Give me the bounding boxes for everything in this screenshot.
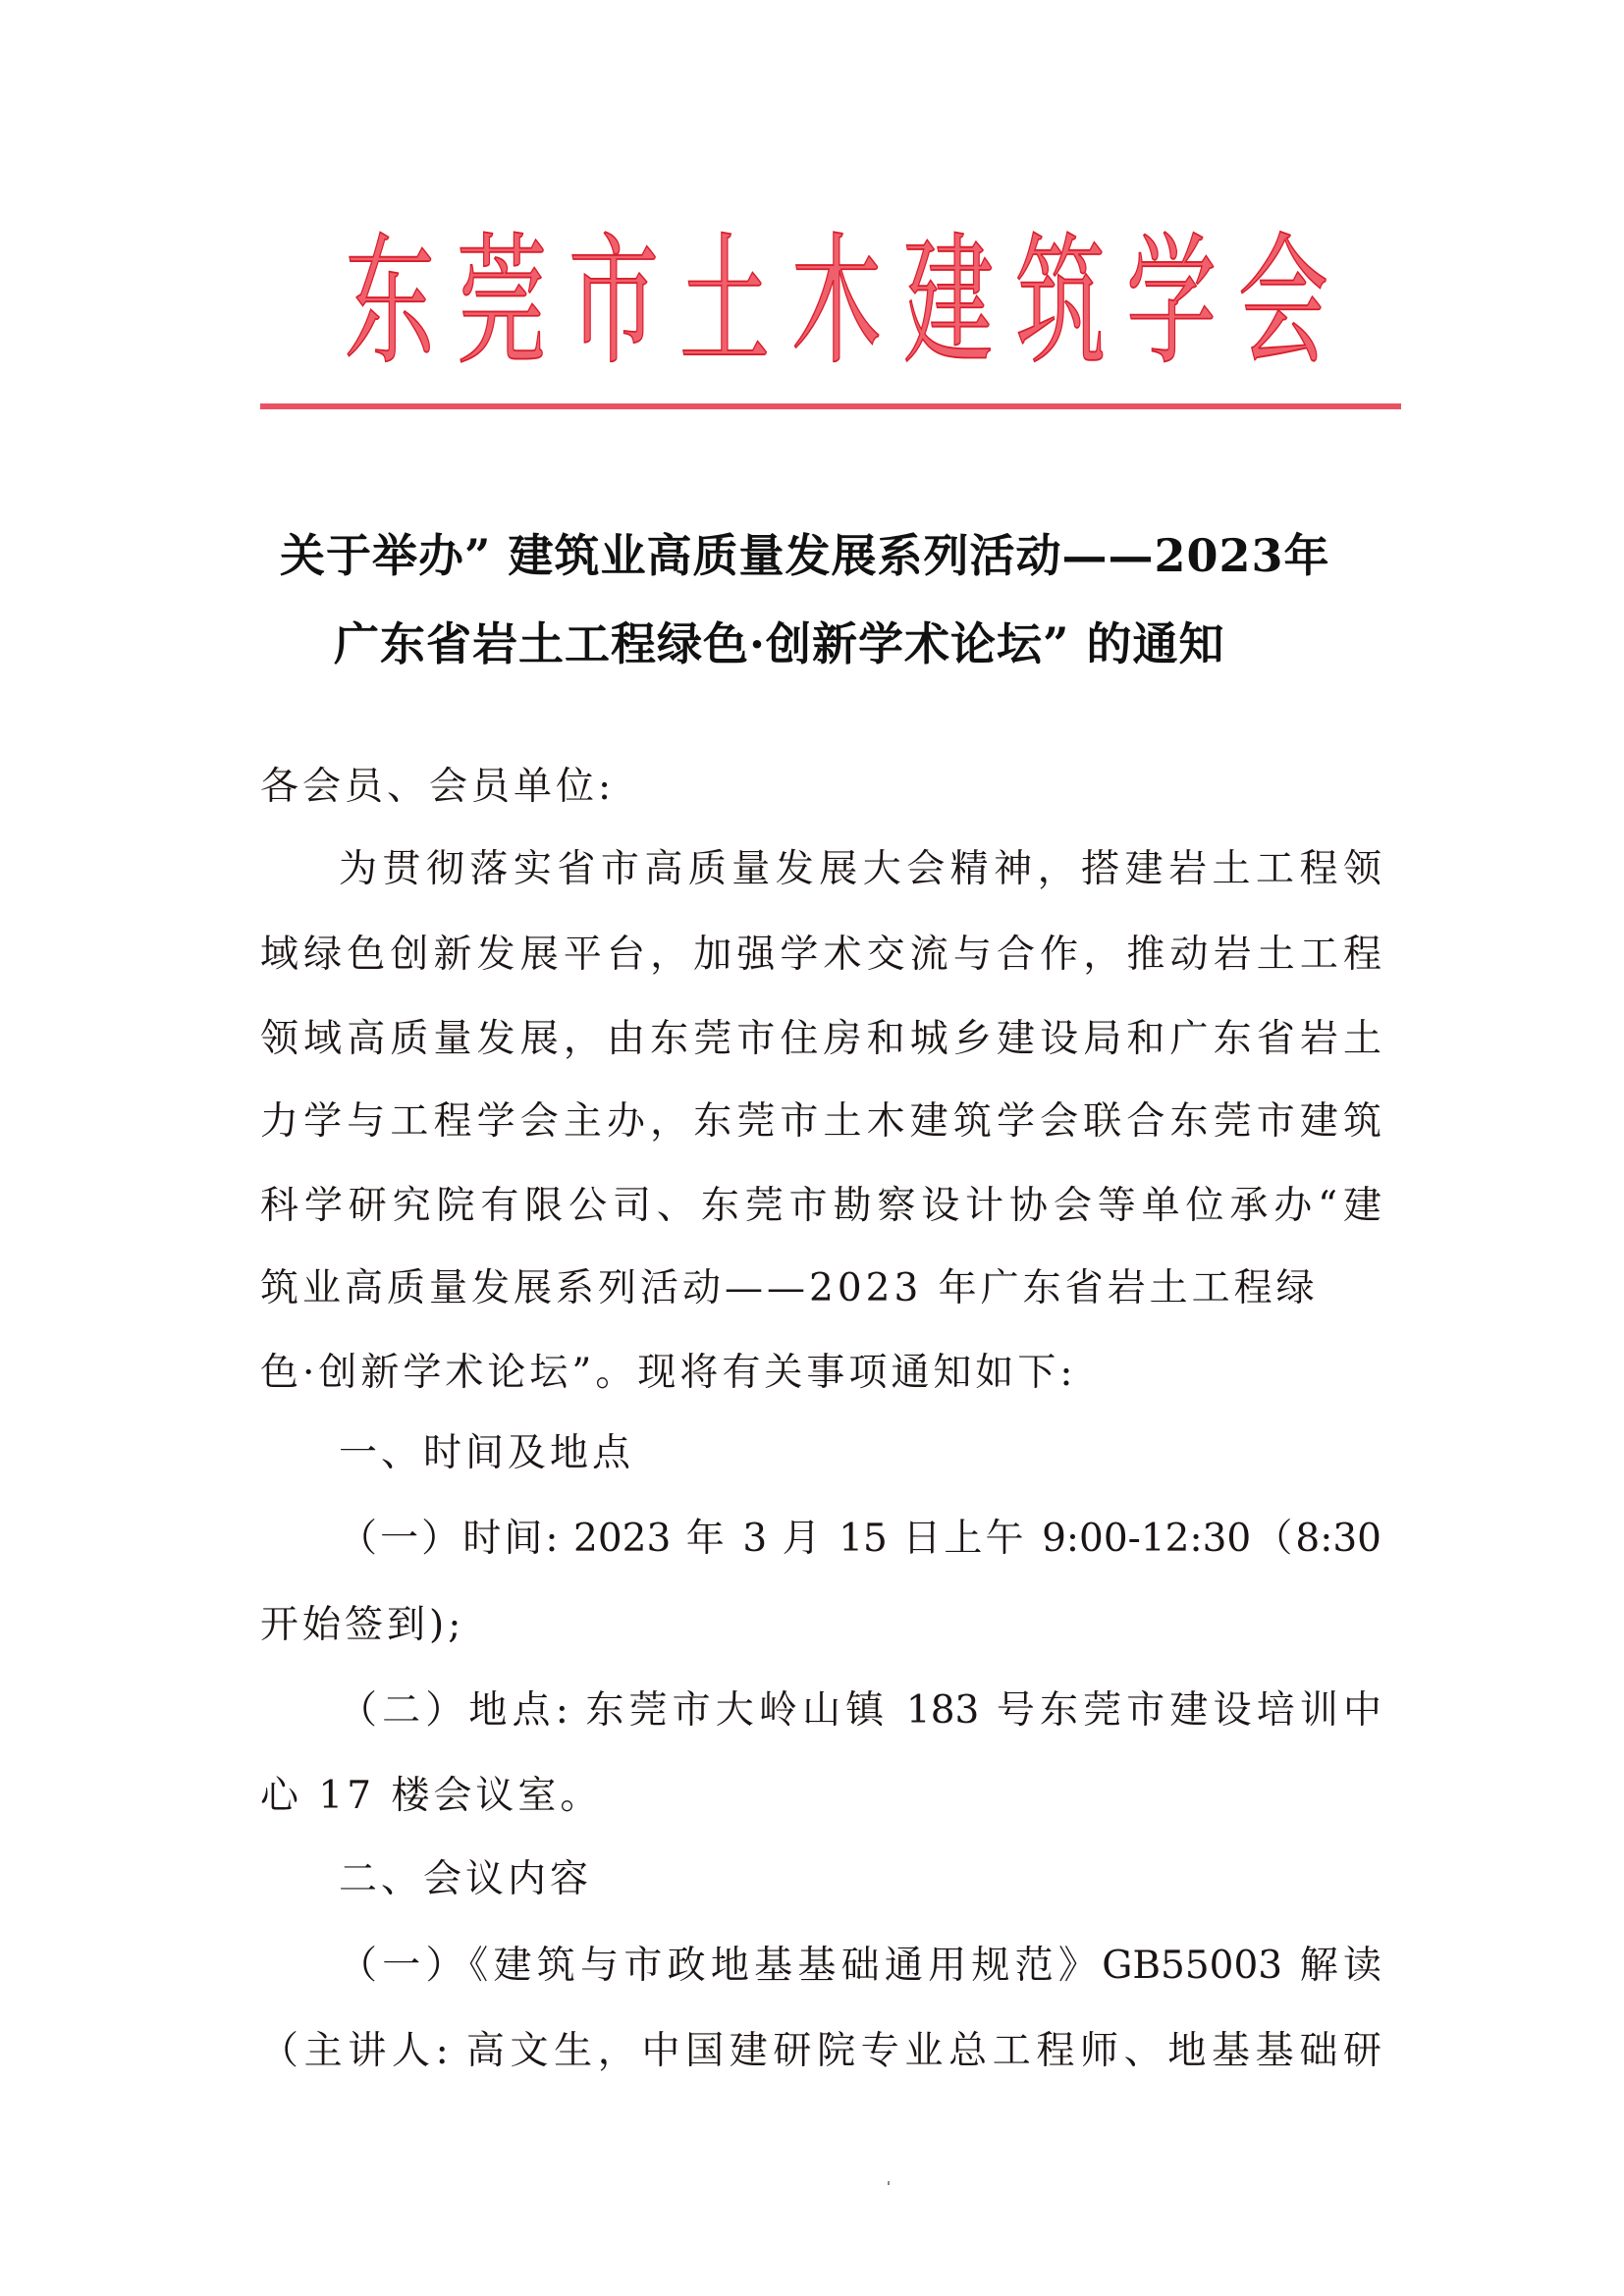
masthead-char: 建: [902, 218, 994, 385]
masthead-char: 筑: [1014, 218, 1106, 385]
paragraph-line: 科学研究院有限公司、东莞市勘察设计协会等单位承办“建: [260, 1184, 1381, 1228]
event-time-line: 开始签到);: [260, 1603, 465, 1647]
salutation: 各会员、会员单位:: [260, 765, 616, 809]
paragraph-line: 域绿色创新发展平台，加强学术交流与合作，推动岩土工程: [260, 933, 1381, 977]
agenda-item-line: （主讲人: 高文生，中国建研院专业总工程师、地基基础研: [260, 2029, 1381, 2073]
paragraph-line: 为贯彻落实省市高质量发展大会精神，搭建岩土工程领: [339, 847, 1381, 891]
section-heading-meeting-content: 二、会议内容: [339, 1857, 593, 1901]
paragraph-line: 领域高质量发展，由东莞市住房和城乡建设局和广东省岩土: [260, 1017, 1381, 1061]
document-title-line-2: 广东省岩土工程绿色·创新学术论坛” 的通知: [334, 617, 1225, 670]
masthead-char: 会: [1238, 218, 1329, 385]
masthead-char: 市: [568, 218, 659, 385]
masthead-red-divider: [260, 403, 1401, 409]
masthead-char: 莞: [456, 218, 547, 385]
agenda-item-line: （一）《建筑与市政地基基础通用规范》GB55003 解读: [339, 1944, 1381, 1988]
masthead-organization-name: [334, 218, 1329, 385]
section-heading-time-location: 一、时间及地点: [339, 1431, 635, 1475]
masthead-char: 东: [345, 218, 436, 385]
scan-speck: [888, 2181, 890, 2185]
masthead-char: 木: [791, 218, 883, 385]
paragraph-line: 筑业高质量发展系列活动——2023 年广东省岩土工程绿: [260, 1266, 1319, 1310]
masthead-char: 学: [1126, 218, 1218, 385]
event-location-line: 心 17 楼会议室。: [260, 1774, 603, 1818]
paragraph-line: 力学与工程学会主办，东莞市土木建筑学会联合东莞市建筑: [260, 1099, 1381, 1144]
masthead-char: 土: [679, 218, 771, 385]
document-title-line-1: 关于举办” 建筑业高质量发展系列活动——2023年: [280, 529, 1330, 582]
paragraph-line: 色·创新学术论坛”。现将有关事项通知如下:: [260, 1351, 1077, 1395]
event-time-line: （一）时间: 2023 年 3 月 15 日上午 9:00-12:30（8:30: [339, 1517, 1381, 1561]
event-location-line: （二）地点: 东莞市大岭山镇 183 号东莞市建设培训中: [339, 1688, 1381, 1733]
